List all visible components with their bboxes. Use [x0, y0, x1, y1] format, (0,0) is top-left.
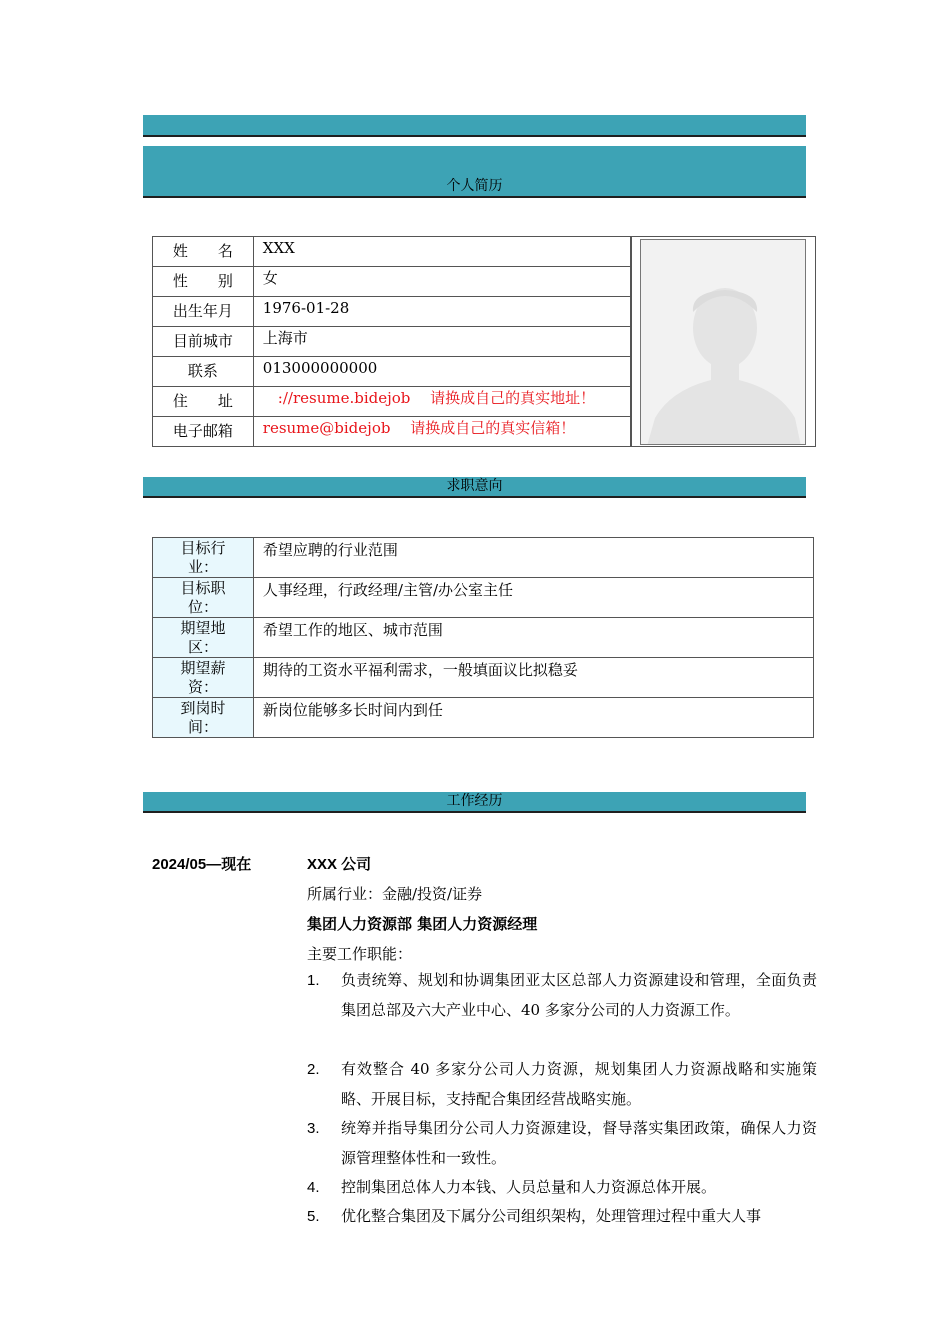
intent-row: [153, 698, 814, 738]
personal-label: 联系: [153, 357, 254, 387]
duty-text: 优化整合集团及下属分公司组织架构，处理管理过程中重大人事: [341, 1207, 762, 1225]
duty-number: 2.: [307, 1061, 320, 1078]
work-title: 工作经历: [446, 793, 503, 809]
personal-row: [153, 297, 631, 327]
work-position: 集团人力资源部 集团人力资源经理: [307, 915, 538, 933]
personal-label: 出生年月: [153, 297, 254, 327]
avatar: [640, 239, 806, 445]
work-band: [143, 792, 806, 813]
personal-row: [153, 237, 631, 267]
duty-text: 统筹并指导集团分公司人力资源建设，督导落实集团政策，确保人力资源管理整体性和一致性。: [341, 1119, 817, 1167]
duty-number: 5.: [307, 1208, 320, 1225]
work-company: XXX 公司: [307, 856, 372, 873]
intent-label: 期望地区：: [153, 618, 254, 658]
personal-label: 住 址: [153, 387, 254, 417]
personal-row: [153, 267, 631, 297]
intent-row: [153, 618, 814, 658]
job-intent-table: [152, 537, 814, 738]
intent-value: 希望应聘的行业范围: [253, 538, 813, 578]
intent-row: [153, 658, 814, 698]
duty-text: 控制集团总体人力本钱、人员总量和人力资源总体开展。: [341, 1178, 717, 1196]
personal-info-table: [152, 236, 631, 447]
personal-value: 013000000000: [253, 357, 630, 387]
page-title: 个人简历: [446, 178, 503, 194]
personal-value: 1976-01-28: [253, 297, 630, 327]
personal-label: 电子邮箱: [153, 417, 254, 447]
intent-value: 希望工作的地区、城市范围: [253, 618, 813, 658]
intent-label: 到岗时间：: [153, 698, 254, 738]
intent-band: [143, 477, 806, 498]
duty-number: 1.: [307, 972, 320, 989]
personal-value: 上海市: [253, 327, 630, 357]
duty-number: 4.: [307, 1179, 320, 1196]
personal-value: resume@bidejob 请换成自己的真实信箱！: [253, 417, 630, 447]
photo-frame: [631, 236, 816, 447]
personal-row: [153, 417, 631, 447]
person-silhouette-icon: [641, 240, 806, 445]
header-title-band: [143, 146, 806, 198]
intent-label: 目标行业：: [153, 538, 254, 578]
intent-row: [153, 578, 814, 618]
intent-title: 求职意向: [446, 478, 503, 494]
personal-value: XXX: [253, 237, 630, 267]
personal-row: [153, 327, 631, 357]
intent-value: 期待的工资水平福利需求，一般填面议比拟稳妥: [253, 658, 813, 698]
intent-value: 新岗位能够多长时间内到任: [253, 698, 813, 738]
header-top-band: [143, 115, 806, 137]
duty-text: 负责统筹、规划和协调集团亚太区总部人力资源建设和管理，全面负责集团总部及六大产业中心、40 多家分公司的人力资源工作。: [341, 971, 817, 1019]
personal-label: 目前城市: [153, 327, 254, 357]
duty-number: 3.: [307, 1120, 320, 1137]
personal-value: 女: [253, 267, 630, 297]
intent-label: 期望薪资：: [153, 658, 254, 698]
personal-label: 性 别: [153, 267, 254, 297]
intent-row: [153, 538, 814, 578]
work-duties-label: 主要工作职能：: [307, 945, 413, 963]
intent-label: 目标职位：: [153, 578, 254, 618]
duty-text: 有效整合 40 多家分公司人力资源，规划集团人力资源战略和实施策略、开展目标，支持配合集团经营战略实施。: [341, 1060, 817, 1108]
intent-value: 人事经理，行政经理/主管/办公室主任: [253, 578, 813, 618]
work-period: 2024/05—现在: [152, 856, 252, 873]
personal-row: [153, 387, 631, 417]
personal-label: 姓 名: [153, 237, 254, 267]
work-industry: 所属行业：金融/投资/证券: [307, 885, 483, 903]
personal-row: [153, 357, 631, 387]
personal-value: ://resume.bidejob 请换成自己的真实地址！: [253, 387, 630, 417]
